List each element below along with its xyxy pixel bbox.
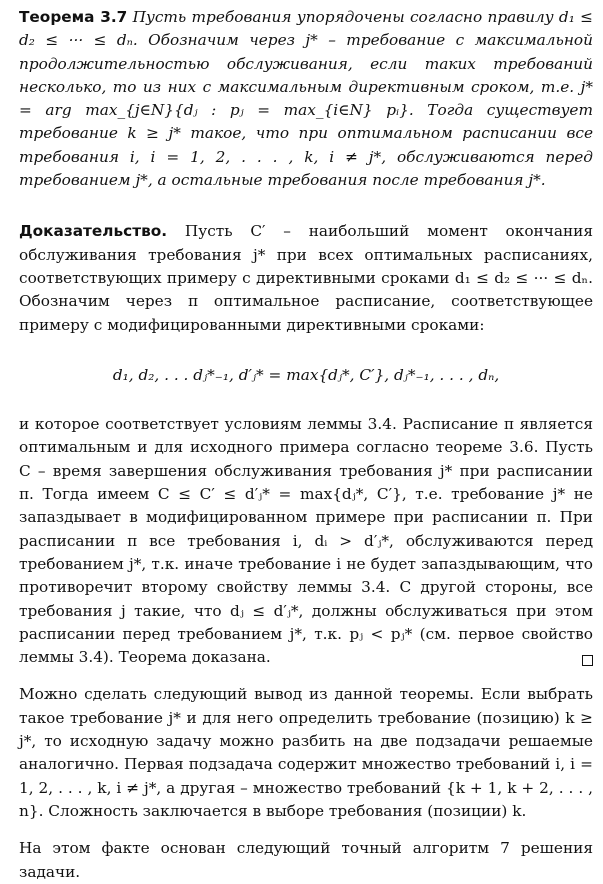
theorem-text: Пусть требования упорядочены согласно правилу d₁ ≤ d₂ ≤ ··· ≤ dₙ. Обозначим через j* – требование с максимальной продолжительностью обслуживания, если таких требований несколько, то из них с максимальным директивным сроком, т.е. j* = arg max_{j∈N}{dⱼ : pⱼ = max_{i∈N} pᵢ}. Тогда существует требование k ≥ j* такое, что при оптимальном расписании все требования i, i = 1, 2, . . . , k, i ≠ j*, обслуживаются перед требованием j*, а остальные требования после требования j*. [19, 8, 593, 190]
theorem-heading: Теорема 3.7 [19, 8, 128, 26]
display-formula: d₁, d₂, . . . dⱼ*₋₁, d′ⱼ* = max{dⱼ*, C′}, dⱼ*₋₁, . . . , dₙ, [112, 365, 500, 384]
proof-continuation-text: и которое соответствует условиям леммы 3.4. Расписание π является оптимальным и для исходного примера согласно теореме 3.6. Пусть C – время завершения обслуживания требования j* при расписании π. Тогда имеем C ≤ C′ ≤ d′ⱼ* = max{dⱼ*, C′}, т.е. требование j* не запаздывает в модифицированном примере при расписании π. При расписании π все требования i, dᵢ > d′ⱼ*, обслуживаются перед требованием j*, т.к. иначе требование i не будет запаздывающим, что противоречит второму свойству леммы 3.4. С другой стороны, все требования j такие, что dⱼ ≤ d′ⱼ*, должны обслуживаться при этом расписании перед требованием j*, т.к. pⱼ < pⱼ* (см. первое свойство леммы 3.4). Теорема доказана. [19, 415, 593, 667]
theorem-3-7 [19, 6, 593, 192]
proof-intro-text: Пусть C′ – наибольший момент окончания обслуживания требования j* при всех оптимальных расписаниях, соответствующих примеру с директивными сроками d₁ ≤ d₂ ≤ ··· ≤ dₙ. Обозначим через π оптимальное расписание, соответствующее примеру с модифицированными директивными сроками: [19, 222, 593, 334]
qed-square-icon [582, 655, 593, 666]
proof-heading: Доказательство. [19, 222, 168, 241]
algorithm-intro-paragraph: На этом факте основан следующий точный алгоритм 7 решения задачи. [19, 839, 593, 881]
proof-continuation-paragraph [19, 413, 593, 669]
proof-intro-paragraph [19, 220, 593, 336]
conclusion-paragraph: Можно сделать следующий вывод из данной теоремы. Если выбрать такое требование j* и для него определить требование (позицию) k ≥ j*, то исходную задачу можно разбить на две подзадачи решаемые аналогично. Первая подзадача содержит множество требований i, i = 1, 2, . . . , k, i ≠ j*, а другая – множество требований {k + 1, k + 2, . . . , n}. Сложность заключается в выборе требования (позиции) k. [19, 685, 593, 820]
